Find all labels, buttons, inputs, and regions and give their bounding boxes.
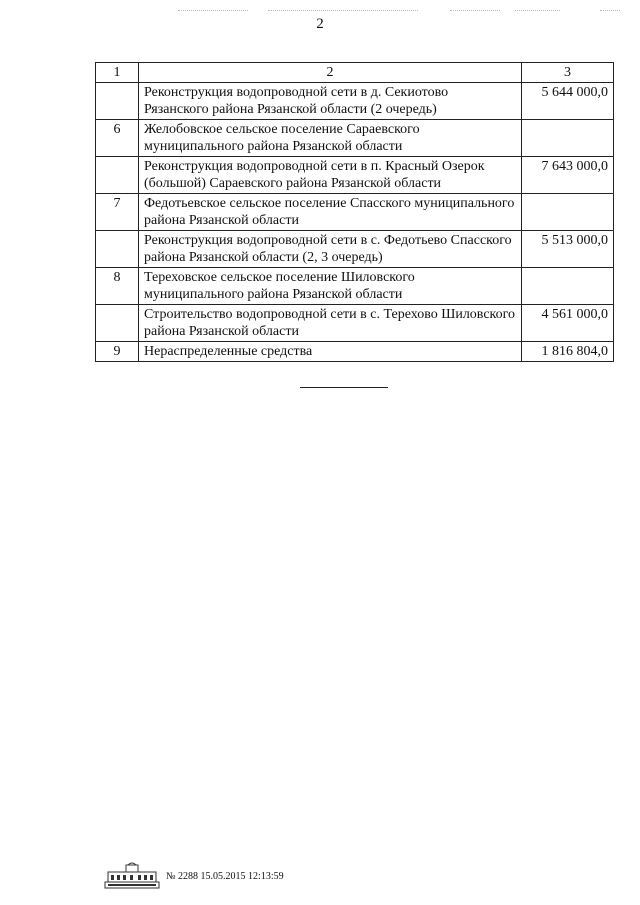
row-description: Нераспределенные средства	[139, 342, 522, 362]
row-number	[96, 83, 139, 120]
row-description: Желобовское сельское поселение Сараевского муниципального района Рязанской области	[139, 120, 522, 157]
row-number: 8	[96, 268, 139, 305]
end-of-table-rule	[300, 387, 388, 388]
table-row	[96, 120, 614, 157]
row-amount	[522, 194, 614, 231]
row-description: Реконструкция водопроводной сети в с. Федотьево Спасского района Рязанской области (2, 3 очередь)	[139, 231, 522, 268]
header-cell: 3	[522, 63, 614, 83]
table-header-row	[96, 63, 614, 83]
row-description: Федотьевское сельское поселение Спасского муниципального района Рязанской области	[139, 194, 522, 231]
row-amount	[522, 268, 614, 305]
row-amount: 1 816 804,0	[522, 342, 614, 362]
row-number: 7	[96, 194, 139, 231]
row-number: 6	[96, 120, 139, 157]
row-number	[96, 231, 139, 268]
row-amount: 5 644 000,0	[522, 83, 614, 120]
row-amount: 4 561 000,0	[522, 305, 614, 342]
header-cell: 1	[96, 63, 139, 83]
row-number	[96, 305, 139, 342]
table-row	[96, 83, 614, 120]
row-description: Реконструкция водопроводной сети в п. Красный Озерок (большой) Сараевского района Рязанской области	[139, 157, 522, 194]
document-stamp	[104, 862, 284, 890]
table-row	[96, 342, 614, 362]
registration-stamp-text: № 2288 15.05.2015 12:13:59	[166, 870, 284, 882]
page-number: 2	[316, 16, 324, 32]
table-row	[96, 194, 614, 231]
row-amount: 5 513 000,0	[522, 231, 614, 268]
row-description: Строительство водопроводной сети в с. Терехово Шиловского района Рязанской области	[139, 305, 522, 342]
row-amount	[522, 120, 614, 157]
table-row	[96, 231, 614, 268]
row-number	[96, 157, 139, 194]
row-description: Реконструкция водопроводной сети в д. Секиотово Рязанского района Рязанской области (2 очередь)	[139, 83, 522, 120]
table-row	[96, 268, 614, 305]
table-row	[96, 305, 614, 342]
table-row	[96, 157, 614, 194]
row-description: Тереховское сельское поселение Шиловского муниципального района Рязанской области	[139, 268, 522, 305]
row-amount: 7 643 000,0	[522, 157, 614, 194]
allocation-table	[95, 62, 614, 362]
header-cell: 2	[139, 63, 522, 83]
row-number: 9	[96, 342, 139, 362]
government-building-icon	[104, 862, 160, 890]
